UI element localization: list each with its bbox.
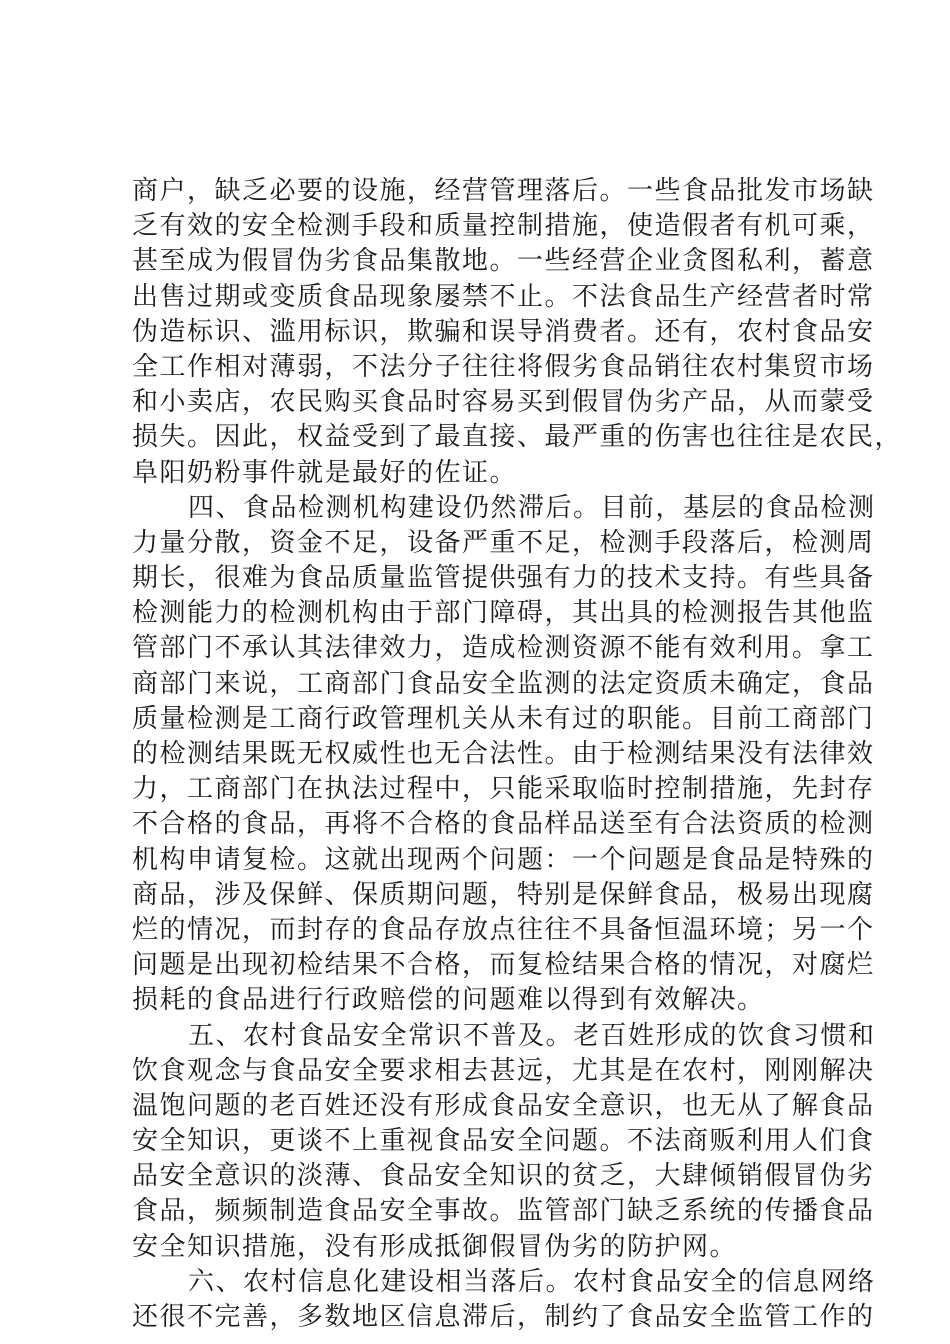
document-body	[132, 174, 903, 1335]
text-line: 检测能力的检测机构由于部门障碍，其出具的检测报告其他监	[132, 598, 875, 629]
text-line: 饮食观念与食品安全要求相去甚远，尤其是在农村，刚刚解决	[132, 1055, 875, 1086]
text-line: 损耗的食品进行行政赔偿的问题难以得到有效解决。	[132, 985, 765, 1016]
text-line: 商品，涉及保鲜、保质期问题，特别是保鲜食品，极易出现腐	[132, 879, 875, 910]
text-line: 温饱问题的老百姓还没有形成食品安全意识，也无从了解食品	[132, 1090, 875, 1121]
text-line: 力，工商部门在执法过程中，只能采取临时控制措施，先封存	[132, 774, 875, 805]
text-line: 的检测结果既无权威性也无合法性。由于检测结果没有法律效	[132, 739, 875, 769]
text-line: 品安全意识的淡薄、食品安全知识的贫乏，大肆倾销假冒伪劣	[132, 1161, 875, 1192]
text-line: 食品，频频制造食品安全事故。监管部门缺乏系统的传播食品	[132, 1196, 875, 1227]
text-line: 问题是出现初检结果不合格，而复检结果合格的情况，对腐烂	[132, 950, 875, 981]
text-line: 质量检测是工商行政管理机关从未有过的职能。目前工商部门	[132, 703, 875, 734]
text-line: 不合格的食品，再将不合格的食品样品送至有合法资质的检测	[132, 809, 875, 840]
text-line: 出售过期或变质食品现象屡禁不止。不法食品生产经营者时常	[132, 281, 875, 312]
text-line: 商部门来说，工商部门食品安全监测的法定资质未确定，食品	[132, 668, 875, 699]
text-line: 乏有效的安全检测手段和质量控制措施，使造假者有机可乘，	[132, 211, 875, 242]
section-heading-line: 四、食品检测机构建设仍然滞后。目前，基层的食品检测	[188, 492, 876, 523]
text-line: 还很不完善，多数地区信息滞后，制约了食品安全监管工作的	[132, 1302, 875, 1332]
text-line: 甚至成为假冒伪劣食品集散地。一些经营企业贪图私利，蓄意	[132, 246, 875, 277]
text-line: 烂的情况，而封存的食品存放点往往不具备恒温环境；另一个	[132, 914, 875, 945]
section-heading-line: 六、农村信息化建设相当落后。农村食品安全的信息网络	[188, 1266, 876, 1297]
text-line: 安全知识，更谈不上重视食品安全问题。不法商贩利用人们食	[132, 1126, 875, 1157]
text-line: 阜阳奶粉事件就是最好的佐证。	[132, 457, 518, 488]
text-line: 全工作相对薄弱，不法分子往往将假劣食品销往农村集贸市场	[132, 351, 875, 382]
section-heading-line: 五、农村食品安全常识不普及。老百姓形成的饮食习惯和	[188, 1020, 876, 1051]
text-line: 力量分散，资金不足，设备严重不足，检测手段落后，检测周	[132, 527, 875, 558]
text-line: 机构申请复检。这就出现两个问题：一个问题是食品是特殊的	[132, 844, 875, 875]
text-line: 商户，缺乏必要的设施，经营管理落后。一些食品批发市场缺	[132, 176, 875, 206]
text-line: 损失。因此，权益受到了最直接、最严重的伤害也往往是农民，	[132, 422, 903, 453]
text-line: 伪造标识、滥用标识，欺骗和误导消费者。还有，农村食品安	[132, 316, 875, 347]
text-line: 安全知识措施，没有形成抵御假冒伪劣的防护网。	[132, 1231, 738, 1262]
text-line: 期长，很难为食品质量监管提供强有力的技术支持。有些具备	[132, 563, 875, 594]
text-line: 管部门不承认其法律效力，造成检测资源不能有效利用。拿工	[132, 633, 875, 664]
text-line: 和小卖店，农民购买食品时容易买到假冒伪劣产品，从而蒙受	[132, 387, 875, 418]
